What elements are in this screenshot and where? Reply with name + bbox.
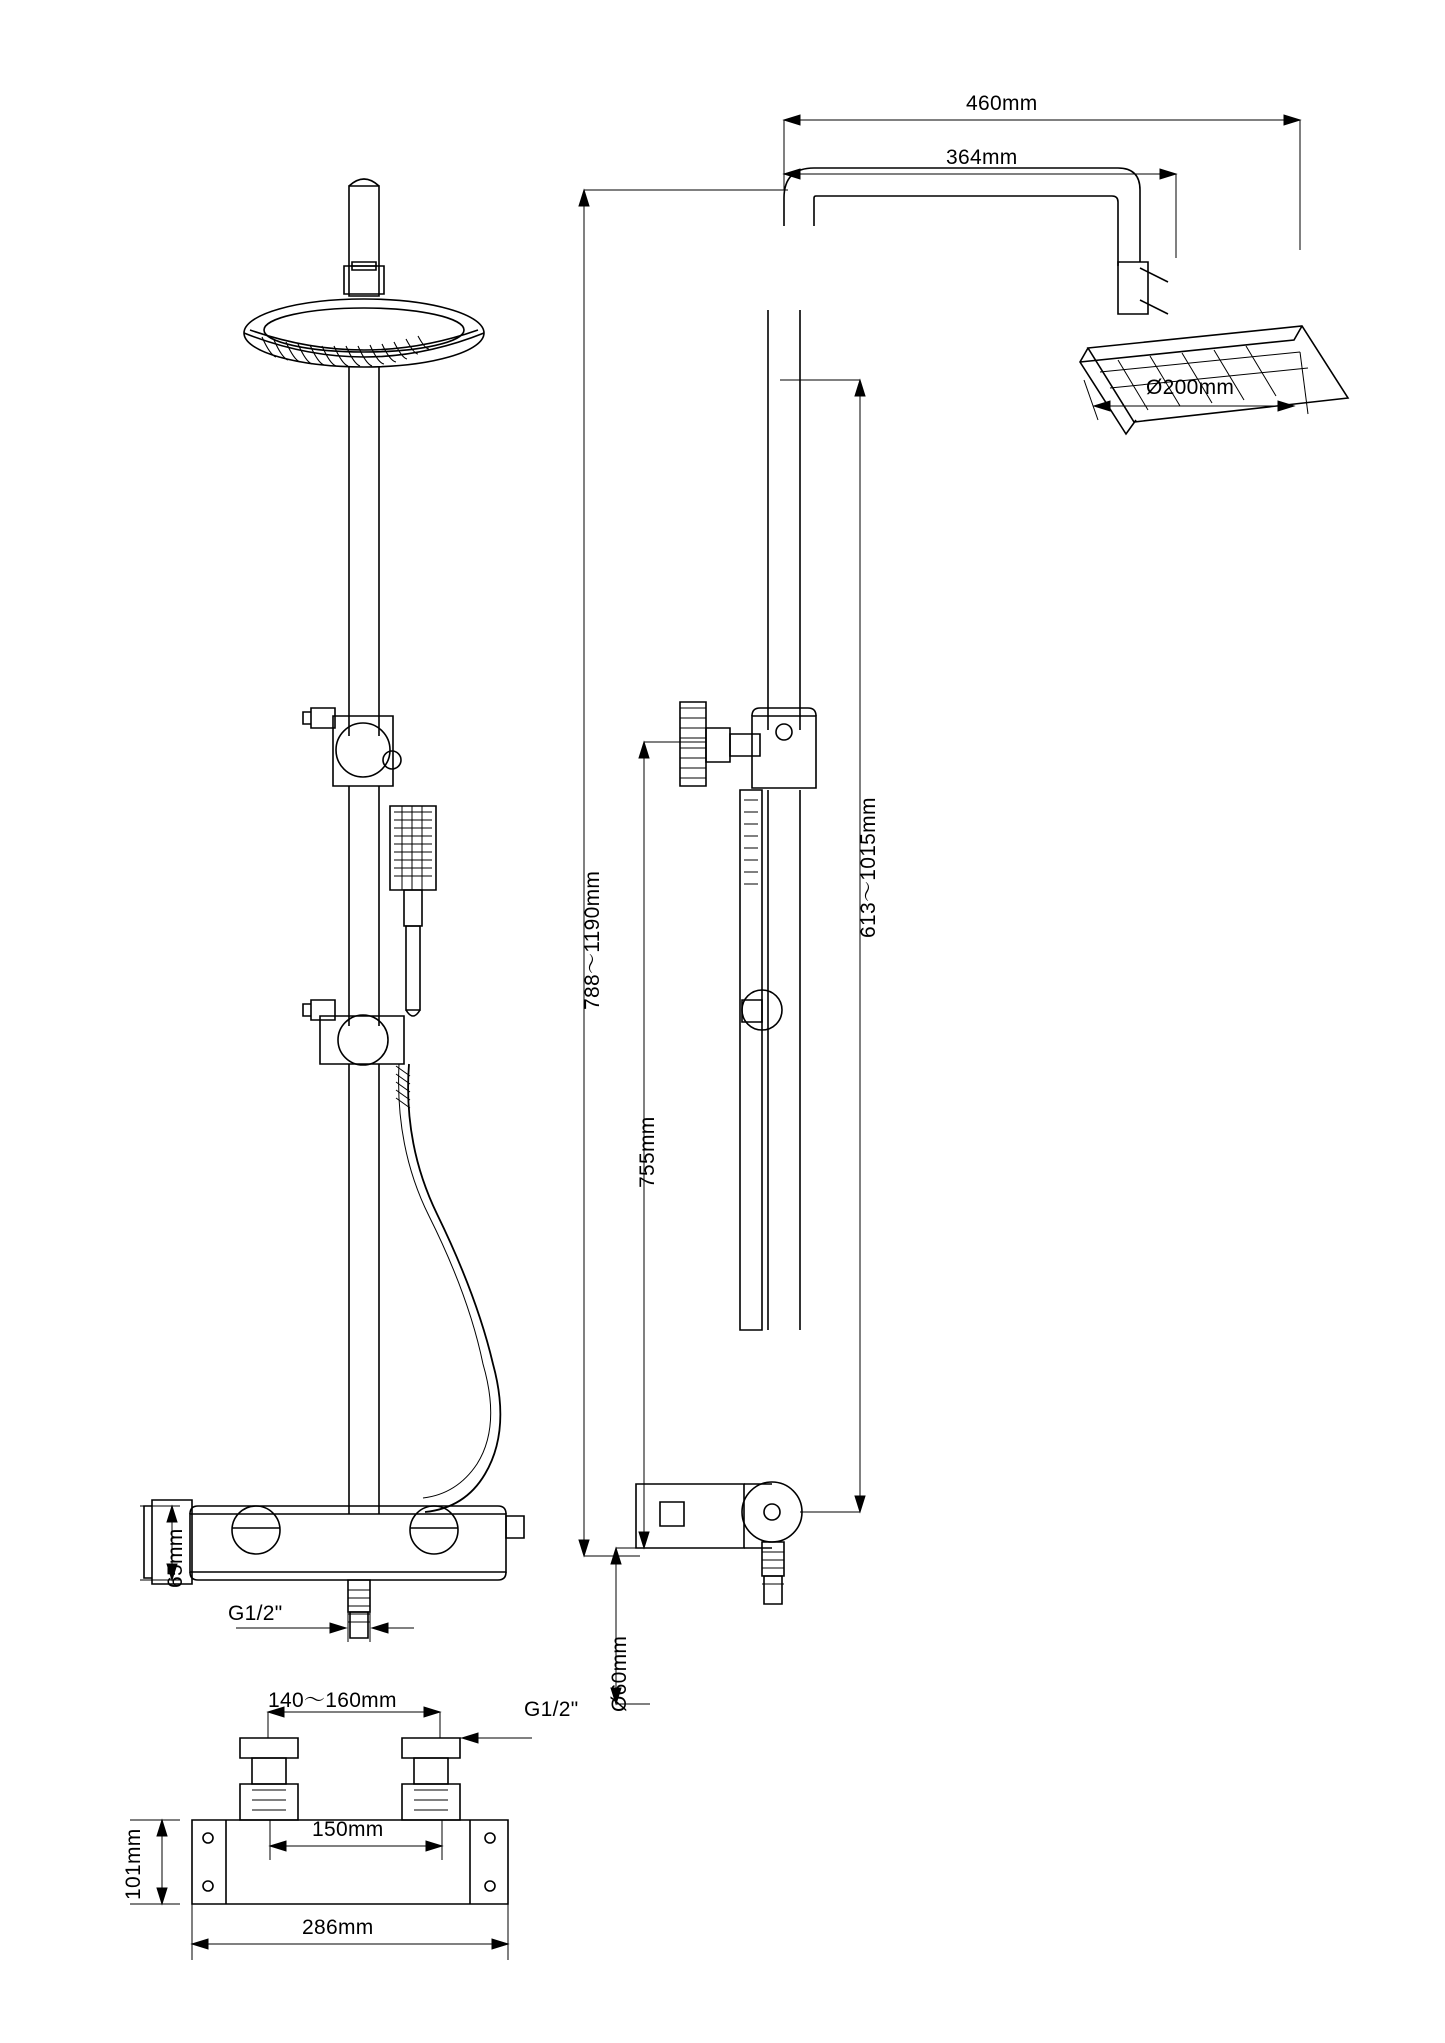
side-view-geometry <box>636 168 1348 1604</box>
dim-outlet-thread-label: G1/2" <box>228 1602 283 1625</box>
dim-wall-plate-diameter-label: Ø60mm <box>608 1635 631 1712</box>
dim-head-diameter-label: Ø200mm <box>1146 376 1235 399</box>
dim-inlet-thread-label: G1/2" <box>524 1698 579 1721</box>
dim-inlet-centres-150-label: 150mm <box>312 1818 384 1841</box>
dim-riser-range-label: 613～1015mm <box>857 797 880 938</box>
dim-arm-reach-364-label: 364mm <box>946 146 1018 169</box>
front-view-geometry <box>144 179 524 1638</box>
dim-valve-body-height-65-label: 65mm <box>164 1528 187 1588</box>
dim-body-depth-101-label: 101mm <box>122 1828 145 1900</box>
dim-total-height-range-label: 788～1190mm <box>581 870 604 1010</box>
dim-overall-arm-460-label: 460mm <box>966 92 1038 115</box>
dim-inlet-centres-range-label: 140～160mm <box>268 1689 397 1712</box>
dim-body-width-286-label: 286mm <box>302 1916 374 1939</box>
dim-bracket-height-755-label: 755mm <box>636 1116 659 1188</box>
